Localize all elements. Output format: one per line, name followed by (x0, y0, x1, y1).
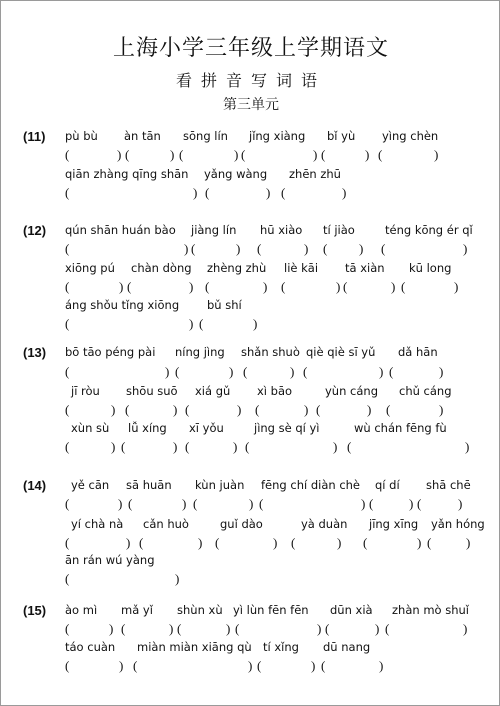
blank-close: ) (182, 496, 187, 511)
blank-open: ( (65, 496, 70, 511)
blank-open: ( (385, 621, 390, 636)
blank-open: ( (347, 439, 352, 454)
answer-blank-row (1, 147, 500, 165)
pinyin-word: cǎn huò (143, 517, 189, 531)
blank-open: ( (65, 364, 70, 379)
question-number: (14) (23, 478, 47, 493)
answer-blank-row (1, 241, 500, 259)
blank-close: ) (454, 279, 459, 294)
pinyin-row (1, 421, 500, 439)
pinyin-word: yà duàn (301, 517, 348, 531)
blank-close: ) (236, 241, 241, 256)
pinyin-row (1, 603, 500, 621)
blank-close: ) (111, 402, 116, 417)
pinyin-word: jī ròu (71, 384, 100, 398)
blank-close: ) (391, 279, 396, 294)
pinyin-word: qiè qiè sī yǔ (306, 345, 376, 359)
blank-open: ( (205, 185, 210, 200)
blank-close: ) (169, 621, 174, 636)
blank-open: ( (128, 496, 133, 511)
blank-open: ( (185, 402, 190, 417)
blank-open: ( (386, 402, 391, 417)
blank-open: ( (241, 147, 246, 162)
blank-close: ) (226, 621, 231, 636)
pinyin-word: xùn sù (71, 421, 110, 435)
pinyin-word: ào mì (65, 603, 98, 617)
pinyin-word: chǔ cáng (399, 384, 452, 398)
pinyin-word: liè kāi (284, 261, 319, 275)
question-number: (13) (23, 345, 47, 360)
blank-close: ) (311, 658, 316, 673)
pinyin-word: ān rán wú yàng (65, 553, 155, 567)
pinyin-word: xì bāo (257, 384, 293, 398)
blank-close: ) (379, 364, 384, 379)
blank-open: ( (193, 496, 198, 511)
blank-open: ( (321, 147, 326, 162)
pinyin-word: bǔ shí (207, 298, 242, 312)
blank-open: ( (139, 535, 144, 550)
blank-close: ) (249, 496, 254, 511)
page-subtitle: 看拼音写词语 (175, 71, 326, 90)
blank-close: ) (333, 439, 338, 454)
blank-open: ( (65, 402, 70, 417)
blank-close: ) (304, 402, 309, 417)
blank-open: ( (369, 496, 374, 511)
blank-open: ( (259, 496, 264, 511)
blank-close: ) (361, 496, 366, 511)
blank-close: ) (118, 496, 123, 511)
pinyin-word: níng jìng (175, 345, 225, 359)
blank-open: ( (65, 241, 70, 256)
blank-open: ( (175, 364, 180, 379)
blank-open: ( (121, 439, 126, 454)
blank-close: ) (337, 535, 342, 550)
pinyin-row (1, 517, 500, 535)
blank-close: ) (263, 279, 268, 294)
pinyin-word: shùn xù (177, 603, 223, 617)
blank-close: ) (165, 364, 170, 379)
blank-open: ( (381, 241, 386, 256)
pinyin-word: yí chà nà (71, 517, 124, 531)
pinyin-word: jiàng lín (191, 223, 237, 237)
blank-open: ( (235, 621, 240, 636)
question-number: (11) (23, 129, 46, 144)
blank-open: ( (281, 185, 286, 200)
pinyin-word: qí dí (375, 478, 400, 492)
blank-open: ( (257, 241, 262, 256)
blank-close: ) (248, 658, 253, 673)
blank-close: ) (367, 402, 372, 417)
pinyin-word: tí xǐng (263, 640, 299, 654)
question-number: (12) (23, 223, 47, 238)
blank-close: ) (175, 571, 180, 586)
blank-close: ) (463, 241, 468, 256)
blank-open: ( (243, 364, 248, 379)
pinyin-word: xiōng pú (65, 261, 115, 275)
blank-close: ) (189, 279, 194, 294)
blank-close: ) (184, 241, 189, 256)
answer-blank-row (1, 496, 500, 514)
blank-close: ) (119, 658, 124, 673)
blank-close: ) (359, 241, 364, 256)
blank-open: ( (205, 279, 210, 294)
answer-blank-row (1, 279, 500, 297)
answer-blank-row (1, 571, 500, 589)
pinyin-word: chàn dòng (131, 261, 192, 275)
answer-blank-row (1, 439, 500, 457)
pinyin-word: shā chē (426, 478, 471, 492)
pinyin-word: xiá gǔ (195, 384, 231, 398)
pinyin-word: fēng chí diàn chè (261, 478, 361, 492)
blank-open: ( (185, 439, 190, 454)
answer-blank-row (1, 185, 500, 203)
answer-blank-row (1, 535, 500, 553)
blank-open: ( (65, 621, 70, 636)
pinyin-word: zhàn mò shuǐ (392, 603, 469, 617)
blank-open: ( (121, 621, 126, 636)
pinyin-word: yǎng wàng (204, 167, 268, 181)
blank-open: ( (65, 185, 70, 200)
blank-close: ) (273, 535, 278, 550)
blank-close: ) (234, 147, 239, 162)
pinyin-word: àn tān (124, 129, 161, 143)
blank-open: ( (65, 147, 70, 162)
pinyin-word: dǎ hān (398, 345, 438, 359)
pinyin-word: yǎn hóng (431, 517, 485, 531)
page-title: 上海小学三年级上学期语文 (112, 36, 389, 61)
answer-blank-row (1, 658, 500, 676)
blank-open: ( (199, 316, 204, 331)
blank-open: ( (125, 402, 130, 417)
blank-open: ( (127, 279, 132, 294)
blank-close: ) (193, 185, 198, 200)
blank-open: ( (281, 279, 286, 294)
blank-open: ( (389, 364, 394, 379)
blank-close: ) (336, 279, 341, 294)
pinyin-word: guǐ dào (220, 517, 263, 531)
pinyin-word: yùn cáng (325, 384, 378, 398)
pinyin-word: zhèng zhù (207, 261, 267, 275)
answer-blank-row (1, 364, 500, 382)
blank-open: ( (125, 147, 130, 162)
blank-open: ( (177, 621, 182, 636)
pinyin-word: qún shān huán bào (65, 223, 176, 237)
blank-open: ( (427, 535, 432, 550)
pinyin-word: áng shǒu tǐng xiōng (65, 298, 180, 312)
blank-close: ) (458, 496, 463, 511)
blank-close: ) (233, 439, 238, 454)
blank-close: ) (379, 658, 384, 673)
pinyin-word: mǎ yǐ (121, 603, 153, 617)
blank-open: ( (65, 439, 70, 454)
pinyin-word: yě cān (71, 478, 110, 492)
blank-open: ( (65, 571, 70, 586)
blank-close: ) (170, 147, 175, 162)
pinyin-word: sōng lín (183, 129, 228, 143)
blank-close: ) (304, 241, 309, 256)
unit-label: 第三单元 (223, 97, 279, 113)
blank-open: ( (65, 535, 70, 550)
pinyin-word: tā xiàn (345, 261, 385, 275)
blank-open: ( (321, 658, 326, 673)
answer-blank-row (1, 316, 500, 334)
blank-close: ) (409, 496, 414, 511)
pinyin-word: hū xiào (260, 223, 303, 237)
pinyin-word: xī yǒu (189, 421, 224, 435)
blank-close: ) (463, 621, 468, 636)
blank-close: ) (342, 185, 347, 200)
pinyin-row (1, 261, 500, 279)
pinyin-word: shǎn shuò (241, 345, 300, 359)
blank-close: ) (126, 535, 131, 550)
pinyin-word: kū long (409, 261, 452, 275)
pinyin-word: pù bù (65, 129, 98, 143)
blank-close: ) (111, 439, 116, 454)
pinyin-word: jìng sè qí yì (254, 421, 320, 435)
pinyin-row (1, 223, 500, 241)
answer-blank-row (1, 621, 500, 639)
blank-open: ( (401, 279, 406, 294)
pinyin-word: sā huān (126, 478, 172, 492)
answer-blank-row (1, 402, 500, 420)
blank-close: ) (465, 439, 470, 454)
pinyin-word: bǐ yù (327, 129, 356, 143)
pinyin-word: dū nang (323, 640, 371, 654)
blank-open: ( (291, 535, 296, 550)
pinyin-word: bō tāo péng pài (65, 345, 156, 359)
pinyin-row (1, 129, 500, 147)
blank-close: ) (109, 621, 114, 636)
pinyin-word: qiān zhàng qīng shān (65, 167, 189, 181)
blank-close: ) (117, 147, 122, 162)
blank-close: ) (229, 364, 234, 379)
blank-open: ( (215, 535, 220, 550)
pinyin-word: dūn xià (330, 603, 373, 617)
blank-close: ) (439, 364, 444, 379)
pinyin-word: jǐng xiàng (249, 129, 306, 143)
pinyin-row (1, 167, 500, 185)
blank-open: ( (417, 496, 422, 511)
pinyin-row (1, 640, 500, 658)
blank-close: ) (198, 535, 203, 550)
blank-close: ) (266, 185, 271, 200)
blank-open: ( (363, 535, 368, 550)
blank-open: ( (133, 658, 138, 673)
pinyin-word: téng kōng ér qǐ (385, 223, 473, 237)
pinyin-row (1, 553, 500, 571)
blank-open: ( (65, 279, 70, 294)
blank-close: ) (173, 439, 178, 454)
pinyin-word: shōu suō (126, 384, 178, 398)
blank-close: ) (317, 621, 322, 636)
blank-close: ) (237, 402, 242, 417)
blank-open: ( (316, 402, 321, 417)
blank-close: ) (434, 147, 439, 162)
pinyin-word: jīng xīng (369, 517, 419, 531)
pinyin-row (1, 345, 500, 363)
pinyin-word: yìng chèn (382, 129, 439, 143)
pinyin-word: wù chán fēng fù (354, 421, 447, 435)
pinyin-row (1, 298, 500, 316)
blank-open: ( (179, 147, 184, 162)
pinyin-word: tí jiào (323, 223, 355, 237)
pinyin-word: kùn juàn (195, 478, 245, 492)
blank-close: ) (253, 316, 258, 331)
blank-open: ( (343, 279, 348, 294)
blank-close: ) (290, 364, 295, 379)
blank-close: ) (189, 316, 194, 331)
question-number: (15) (23, 603, 47, 618)
blank-open: ( (255, 402, 260, 417)
blank-open: ( (323, 241, 328, 256)
pinyin-word: zhēn zhū (289, 167, 341, 181)
blank-close: ) (119, 279, 124, 294)
pinyin-word: lǚ xíng (128, 421, 167, 435)
blank-close: ) (375, 621, 380, 636)
pinyin-word: yì lùn fēn fēn (233, 603, 309, 617)
blank-open: ( (303, 364, 308, 379)
blank-close: ) (173, 402, 178, 417)
blank-open: ( (191, 241, 196, 256)
pinyin-row (1, 384, 500, 402)
blank-close: ) (439, 402, 444, 417)
blank-open: ( (65, 658, 70, 673)
pinyin-row (1, 478, 500, 496)
blank-open: ( (378, 147, 383, 162)
pinyin-word: táo cuàn (65, 640, 116, 654)
blank-close: ) (313, 147, 318, 162)
blank-open: ( (257, 658, 262, 673)
blank-close: ) (466, 535, 471, 550)
blank-open: ( (325, 621, 330, 636)
blank-open: ( (245, 439, 250, 454)
blank-open: ( (65, 316, 70, 331)
blank-close: ) (365, 147, 370, 162)
pinyin-word: miàn miàn xiāng qù (137, 640, 252, 654)
blank-close: ) (417, 535, 422, 550)
